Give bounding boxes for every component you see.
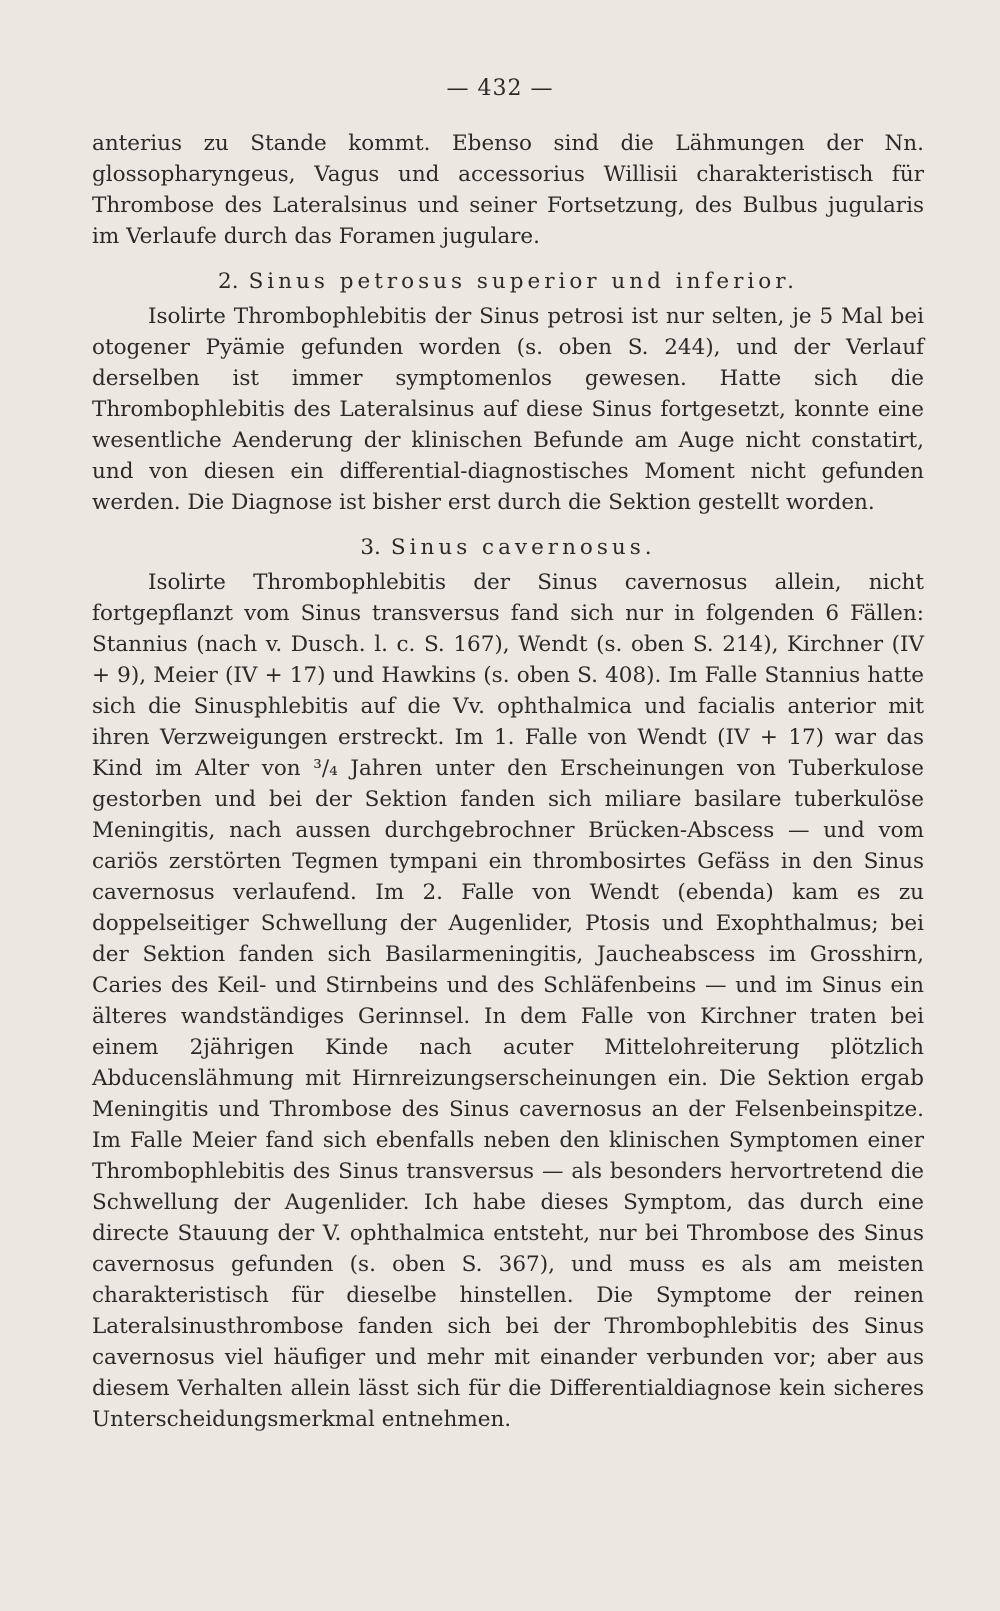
section-title: Sinus cavernosus. bbox=[390, 535, 656, 560]
page-body bbox=[92, 128, 924, 1435]
section-title: Sinus petrosus superior und inferior. bbox=[248, 269, 798, 294]
section-number: 3. bbox=[360, 535, 381, 560]
section-3-paragraph: Isolirte Thrombophlebitis der Sinus cavernosus allein, nicht fortgepflanzt vom Sinus transversus fand sich nur in folgenden 6 Fällen: Stannius (nach v. Dusch. l. c. S. 167), Wendt (s. oben S. 214), Kirchner (IV + 9), Meier (IV + 17) und Hawkins (s. oben S. 408). Im Falle Stannius hatte sich die Sinusphlebitis auf die Vv. ophthalmica und facialis anterior mit ihren Verzweigungen erstreckt. Im 1. Falle von Wendt (IV + 17) war das Kind im Alter von ³/₄ Jahren unter den Erscheinungen von Tuberkulose gestorben und bei der Sektion fanden sich miliare basilare tuberkulöse Meningitis, nach aussen durchgebrochner Brücken-Abscess — und vom cariös zerstörten Tegmen tympani ein thrombosirtes Gefäss in den Sinus cavernosus verlaufend. Im 2. Falle von Wendt (ebenda) kam es zu doppelseitiger Schwellung der Augenlider, Ptosis und Exophthalmus; bei der Sektion fanden sich Basilarmeningitis, Jaucheabscess im Grosshirn, Caries des Keil- und Stirnbeins und des Schläfenbeins — und im Sinus ein älteres wandständiges Gerinnsel. In dem Falle von Kirchner traten bei einem 2jährigen Kinde nach acuter Mittelohreiterung plötzlich Abducenslähmung mit Hirnreizungserscheinungen ein. Die Sektion ergab Meningitis und Thrombose des Sinus cavernosus an der Felsenbeinspitze. Im Falle Meier fand sich ebenfalls neben den klinischen Symptomen einer Thrombophlebitis des Sinus transversus — als besonders hervortretend die Schwellung der Augenlider. Ich habe dieses Symptom, das durch eine directe Stauung der V. ophthalmica entsteht, nur bei Thrombose des Sinus cavernosus gefunden (s. oben S. 367), und muss es als am meisten charakteristisch für dieselbe hinstellen. Die Symptome der reinen Lateralsinusthrombose fanden sich bei der Thrombophlebitis des Sinus cavernosus viel häufiger und mehr mit einander verbunden vor; aber aus diesem Verhalten allein lässt sich für die Differentialdiagnose kein sicheres Unterscheidungsmerkmal entnehmen. bbox=[92, 570, 924, 1432]
section-heading-3 bbox=[92, 532, 924, 563]
page-number: — 432 — bbox=[446, 76, 554, 101]
section-heading-2 bbox=[92, 266, 924, 297]
section-2-paragraph: Isolirte Thrombophlebitis der Sinus petrosi ist nur selten, je 5 Mal bei otogener Pyämie gefunden worden (s. oben S. 244), und der Verlauf derselben ist immer symptomenlos gewesen. Hatte sich die Thrombophlebitis des Lateralsinus auf diese Sinus fortgesetzt, konnte eine wesentliche Aenderung der klinischen Befunde am Auge nicht constatirt, und von diesen ein differential-diagnostisches Moment nicht gefunden werden. Die Diagnose ist bisher erst durch die Sektion gestellt worden. bbox=[92, 304, 924, 515]
paragraph-continuation: anterius zu Stande kommt. Ebenso sind die Lähmungen der Nn. glossopharyngeus, Vagus und accessorius Willisii charakteristisch für Thrombose des Lateralsinus und seiner Fortsetzung, des Bulbus jugularis im Verlaufe durch das Foramen jugulare. bbox=[92, 131, 924, 249]
section-number: 2. bbox=[218, 269, 239, 294]
